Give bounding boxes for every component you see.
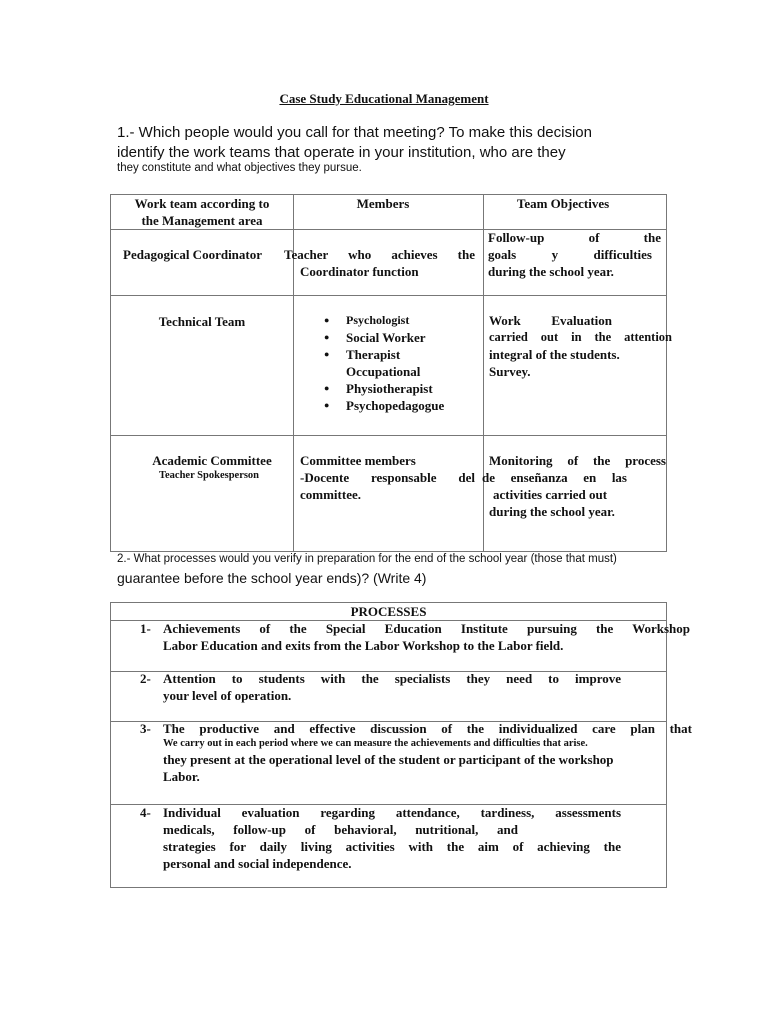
question-2 (117, 551, 677, 589)
header-team-objectives: Team Objectives (516, 196, 610, 211)
question-2-line-1: 2.- What processes would you verify in preparation for the end of the school year (those that must) (117, 553, 617, 565)
member-psychologist: ● Psychologist (324, 312, 474, 329)
question-1-line-1: 1.- Which people would you call for that meeting? To make this decision (117, 124, 592, 141)
process-1-number: 1- (140, 621, 151, 636)
row-pedagogical-objectives: Follow-up of the goals y difficulties during the school year. (488, 230, 661, 279)
row-academic-members: Committee members -Docente responsable del committee. (300, 453, 475, 502)
processes-table: PROCESSES 1- Achievements of the Special Education Institute pursuing the Workshop Labor Education and exits from the Labor Workshop to the Labor field. 2- Attention to students with the specialists they need to improve your level of operation. 3- The productive and effective discussion of the individualized care plan that We carry out in each period where we can measure the achievements and difficulties that arise. they present at the operational level of the student or participant of the workshop Labor. 4- Individual evaluation regarding attendance, tardiness, assessments medicals, follow-up of behavioral, nutritional, and strategies for daily living activities with the aim of achieving the personal and social independence. (110, 602, 667, 888)
process-2-number: 2- (140, 671, 151, 686)
member-therapist-occupational: ● Therapist Occupational (324, 346, 436, 380)
process-4-number: 4- (140, 805, 151, 820)
question-1 (117, 123, 657, 163)
row-pedagogical-members-line-2: Coordinator function (300, 264, 419, 279)
processes-header: PROCESSES (350, 604, 427, 619)
document-title: Case Study Educational Management (279, 91, 489, 106)
question-1-line-2: identify the work teams that operate in your institution, who are they (117, 144, 566, 161)
row-technical-objectives: Work Evaluation carried out in the attention integral of the students. Survey. (489, 313, 672, 379)
question-1-line-3: they constitute and what objectives they pursue. (117, 162, 362, 174)
member-physiotherapist: ● Physiotherapist (324, 380, 474, 397)
row-academic-area: Academic Committee Teacher Spokesperson (152, 453, 272, 481)
row-pedagogical-area: Pedagogical Coordinator (123, 247, 263, 262)
row-technical-members (324, 312, 474, 414)
question-2-line-2: guarantee before the school year ends)? (Write 4) (117, 570, 427, 586)
member-psychopedagogue: ● Psychopedagogue (324, 397, 474, 414)
teams-table (110, 194, 672, 552)
header-work-team: Work team according to the Management area (134, 196, 270, 228)
row-pedagogical-members-line-1: Teacher who achieves the (284, 247, 475, 262)
member-social-worker: ● Social Worker (324, 329, 474, 346)
process-3-number: 3- (140, 721, 151, 736)
header-members: Members (356, 196, 410, 211)
row-academic-objectives: Monitoring of the process de enseñanza en las activities carried out during the school year. (482, 453, 666, 519)
row-technical-area: Technical Team (158, 314, 246, 329)
